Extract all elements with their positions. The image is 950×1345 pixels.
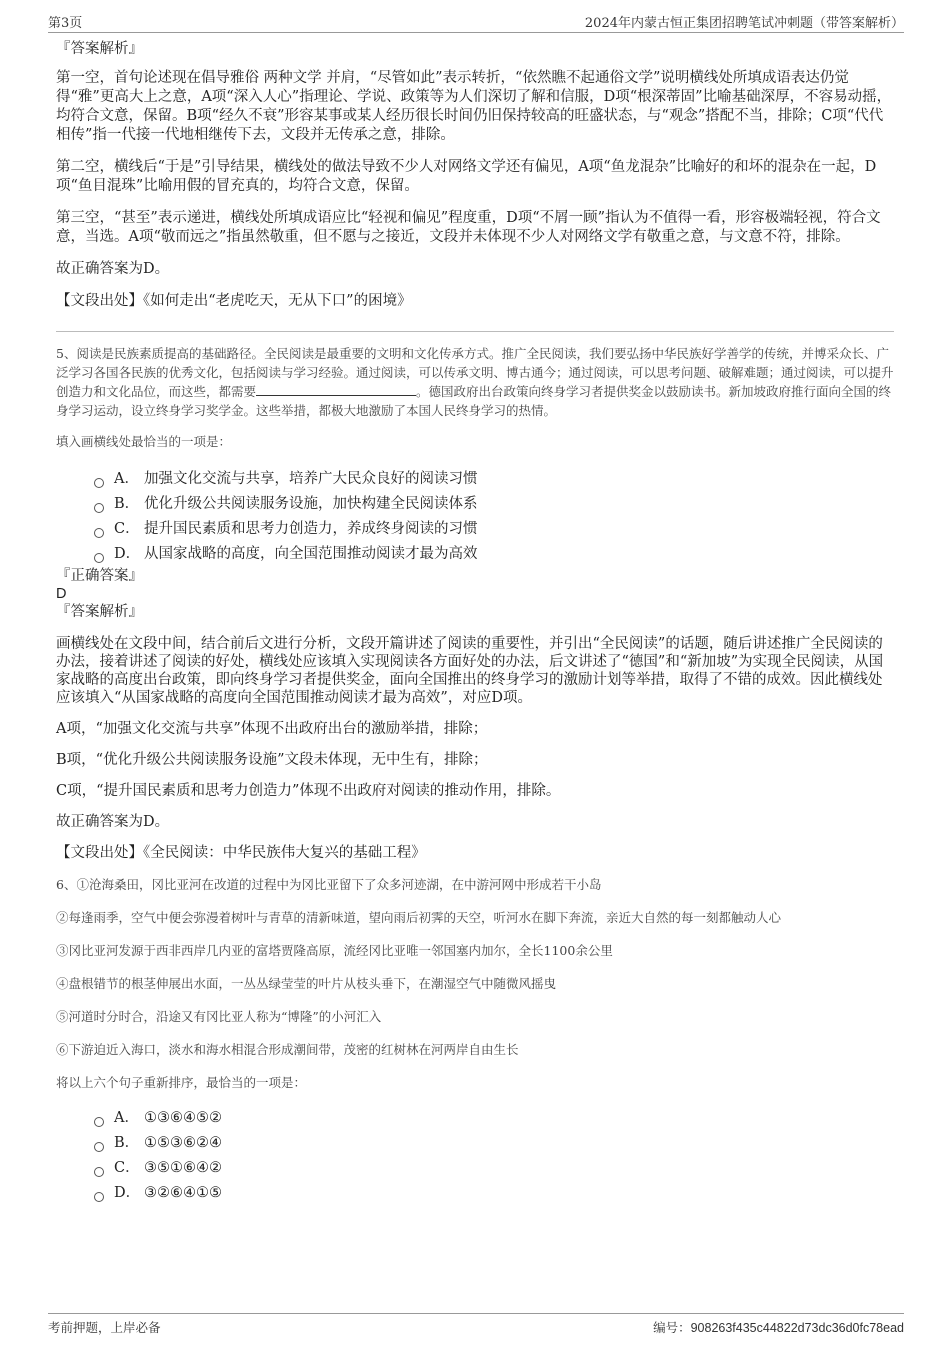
q6-option-b[interactable] xyxy=(94,1131,894,1156)
q5-passage-before-blank: 5、阅读是民族素质提高的基础路径。全民阅读是最重要的文明和文化传承方式。推广全民阅读，我们要弘扬中华民族好学善学的传统，并博采众长、广泛学习各国各民族的优秀文化，包括阅读与学习经验。通过阅读，可以传承文明、博古通今；通过阅读，可以思考问题、破解难题；通过阅读，可以提升创造力和文化品位，而这些，都需要 xyxy=(56,346,894,399)
option-letter: B． xyxy=(114,496,140,512)
q4-source: 【文段出处】《如何走出“老虎吃天，无从下口”的困境》 xyxy=(56,293,412,309)
q5-analysis-title: 『答案解析』 xyxy=(56,604,143,620)
q6-options xyxy=(94,1106,894,1206)
q6-sentence-5: ⑤河道时分时合，沿途又有冈比亚人称为“博隆”的小河汇入 xyxy=(56,1009,382,1024)
q5-option-c[interactable] xyxy=(94,517,894,542)
q5-source: 【文段出处】《全民阅读：中华民族伟大复兴的基础工程》 xyxy=(56,845,426,861)
q5-stem xyxy=(56,344,894,451)
q4-analysis-paragraph-3: 第三空，“甚至”表示递进，横线处所填成语应比“轻视和偏见”程度重，D项“不屑一顾”指认为不值得一看，形容极端轻视，符合文意，当选。A项“敬而远之”指虽然敬重，但不愿与之接近，文段并未体现不少人对网络文学有敬重之意，与文意不符，排除。 xyxy=(56,210,881,245)
q5-passage xyxy=(56,344,894,420)
option-letter: D． xyxy=(114,1185,141,1201)
q6-sentence-3: ③冈比亚河发源于西非西岸几内亚的富塔贾隆高原，流经冈比亚唯一邻国塞内加尔，全长1100余公里 xyxy=(56,943,613,958)
radio-icon[interactable] xyxy=(94,503,104,513)
radio-icon[interactable] xyxy=(94,1117,104,1127)
radio-icon[interactable] xyxy=(94,478,104,488)
radio-icon[interactable] xyxy=(94,1167,104,1177)
q6-stem xyxy=(56,875,894,1092)
fill-in-blank-line xyxy=(256,383,416,396)
spacer xyxy=(56,621,894,635)
code-value: 908263f435c44822d73dc36d0fc78ead xyxy=(690,1321,904,1335)
q5-instruction: 填入画横线处最恰当的一项是： xyxy=(56,434,232,449)
q6-sentence-6: ⑥下游迫近入海口，淡水和海水相混合形成潮间带，茂密的红树林在河两岸自由生长 xyxy=(56,1042,519,1057)
q4-analysis-title: 『答案解析』 xyxy=(56,41,143,57)
q5-analysis-option-c: C项，“提升国民素质和思考力创造力”体现不出政府对阅读的推动作用，排除。 xyxy=(56,783,561,799)
option-text: ③②⑥④①⑤ xyxy=(144,1185,222,1201)
q6-option-d[interactable] xyxy=(94,1181,894,1206)
q5-analysis-option-b: B项，“优化升级公共阅读服务设施”文段未体现，无中生有，排除； xyxy=(56,752,488,768)
q6-option-c[interactable] xyxy=(94,1156,894,1181)
option-text: 优化升级公共阅读服务设施，加快构建全民阅读体系 xyxy=(144,496,478,512)
q4-conclusion: 故正确答案为D。 xyxy=(56,261,170,277)
option-text: ①③⑥④⑤② xyxy=(144,1110,222,1126)
option-letter: C． xyxy=(114,521,140,537)
option-text: ③⑤①⑥④② xyxy=(144,1160,222,1176)
option-text: 从国家战略的高度，向全国范围推动阅读才最为高效 xyxy=(144,546,478,562)
page-number: 第3页 xyxy=(48,16,83,31)
q5-analysis-option-a: A项，“加强文化交流与共享”体现不出政府出台的激励举措，排除； xyxy=(56,721,488,737)
q5-analysis-paragraph: 画横线处在文段中间，结合前后文进行分析，文段开篇讲述了阅读的重要性，并引出“全民阅读”的话题，随后讲述推广全民阅读的办法，接着讲述了阅读的好处，横线处应该填入实现阅读各方面好处的办法，后文讲述了“德国”和“新加坡”为实现全民阅读，从国家战略的高度出台政策，即向终身学习者提供奖金，面向全国推出的终身学习的激励计划等举措，取得了不错的成效。因此横线处应该填入“从国家战略的高度向全国范围推动阅读才最为高效”，对应D项。 xyxy=(56,636,884,706)
q6-sentence-2: ②每逢雨季，空气中便会弥漫着树叶与青草的清新味道，望向雨后初霁的天空，听河水在脚下奔流，亲近大自然的每一刻都触动人心 xyxy=(56,910,782,925)
footer-slogan: 考前押题，上岸必备 xyxy=(48,1320,161,1335)
q5-answer-block xyxy=(56,567,894,862)
correct-answer-value: D xyxy=(56,586,67,602)
option-text: 提升国民素质和思考力创造力，养成终身阅读的习惯 xyxy=(144,521,478,537)
q5-conclusion: 故正确答案为D。 xyxy=(56,814,170,830)
document-title: 2024年内蒙古恒正集团招聘笔试冲刺题（带答案解析） xyxy=(584,16,904,31)
section-divider xyxy=(56,331,894,332)
correct-answer-title: 『正确答案』 xyxy=(56,568,143,584)
radio-icon[interactable] xyxy=(94,528,104,538)
code-label: 编号： xyxy=(653,1320,691,1335)
q5-options xyxy=(94,467,894,567)
option-letter: C． xyxy=(114,1160,140,1176)
q5-passage-after-blank: 。德国政府出台政策向终身学习者提供奖金以鼓励读书。新加坡政府推行面向全国的终身学习运动，设立终身学习奖学金。这些举措，都极大地激励了本国人民终身学习的热情。 xyxy=(56,384,892,418)
q4-analysis-paragraph-1: 第一空，首句论述现在倡导雅俗 两种文学 并肩，“尽管如此”表示转折，“依然瞧不起通俗文学”说明横线处所填成语表达仍觉得“雅”更高大上之意，A项“深入人心”指理论、学说、政策等为人们深切了解和信服，D项“根深蒂固”比喻基础深厚，不容易动摇，均符合文意，保留。B项“经久不衰”形容某事或某人经历很长时间仍旧保持较高的旺盛状态，与“观念”搭配不当，排除；C项“代代相传”指一代接一代地相继传下去，文段并无传承之意，排除。 xyxy=(56,70,892,143)
option-letter: D． xyxy=(114,546,141,562)
q6-sentence-4: ④盘根错节的根茎伸展出水面，一丛丛绿莹莹的叶片从枝头垂下，在潮湿空气中随微风摇曳 xyxy=(56,976,557,991)
q5-option-a[interactable] xyxy=(94,467,894,492)
option-text: ①⑤③⑥②④ xyxy=(144,1135,222,1151)
option-letter: A． xyxy=(114,471,139,487)
radio-icon[interactable] xyxy=(94,1192,104,1202)
option-letter: A． xyxy=(114,1110,139,1126)
page-footer xyxy=(48,1313,904,1334)
radio-icon[interactable] xyxy=(94,553,104,563)
q4-analysis-paragraph-2: 第二空，横线后“于是”引导结果，横线处的做法导致不少人对网络文学还有偏见，A项“鱼龙混杂”比喻好的和坏的混杂在一起，D项“鱼目混珠”比喻用假的冒充真的，均符合文意，保留。 xyxy=(56,159,877,194)
page-header xyxy=(48,12,904,33)
q5-option-b[interactable] xyxy=(94,492,894,517)
q4-analysis-section xyxy=(56,40,894,311)
document-code xyxy=(653,1318,904,1336)
radio-icon[interactable] xyxy=(94,1142,104,1152)
option-letter: B． xyxy=(114,1135,140,1151)
page-content xyxy=(56,40,894,1206)
q6-instruction: 将以上六个句子重新排序，最恰当的一项是： xyxy=(56,1075,307,1090)
q6-sentence-1: 6、①沧海桑田，冈比亚河在改道的过程中为冈比亚留下了众多河迹湖，在中游河网中形成若干小岛 xyxy=(56,877,602,892)
option-text: 加强文化交流与共享，培养广大民众良好的阅读习惯 xyxy=(144,471,478,487)
q5-option-d[interactable] xyxy=(94,542,894,567)
q6-option-a[interactable] xyxy=(94,1106,894,1131)
